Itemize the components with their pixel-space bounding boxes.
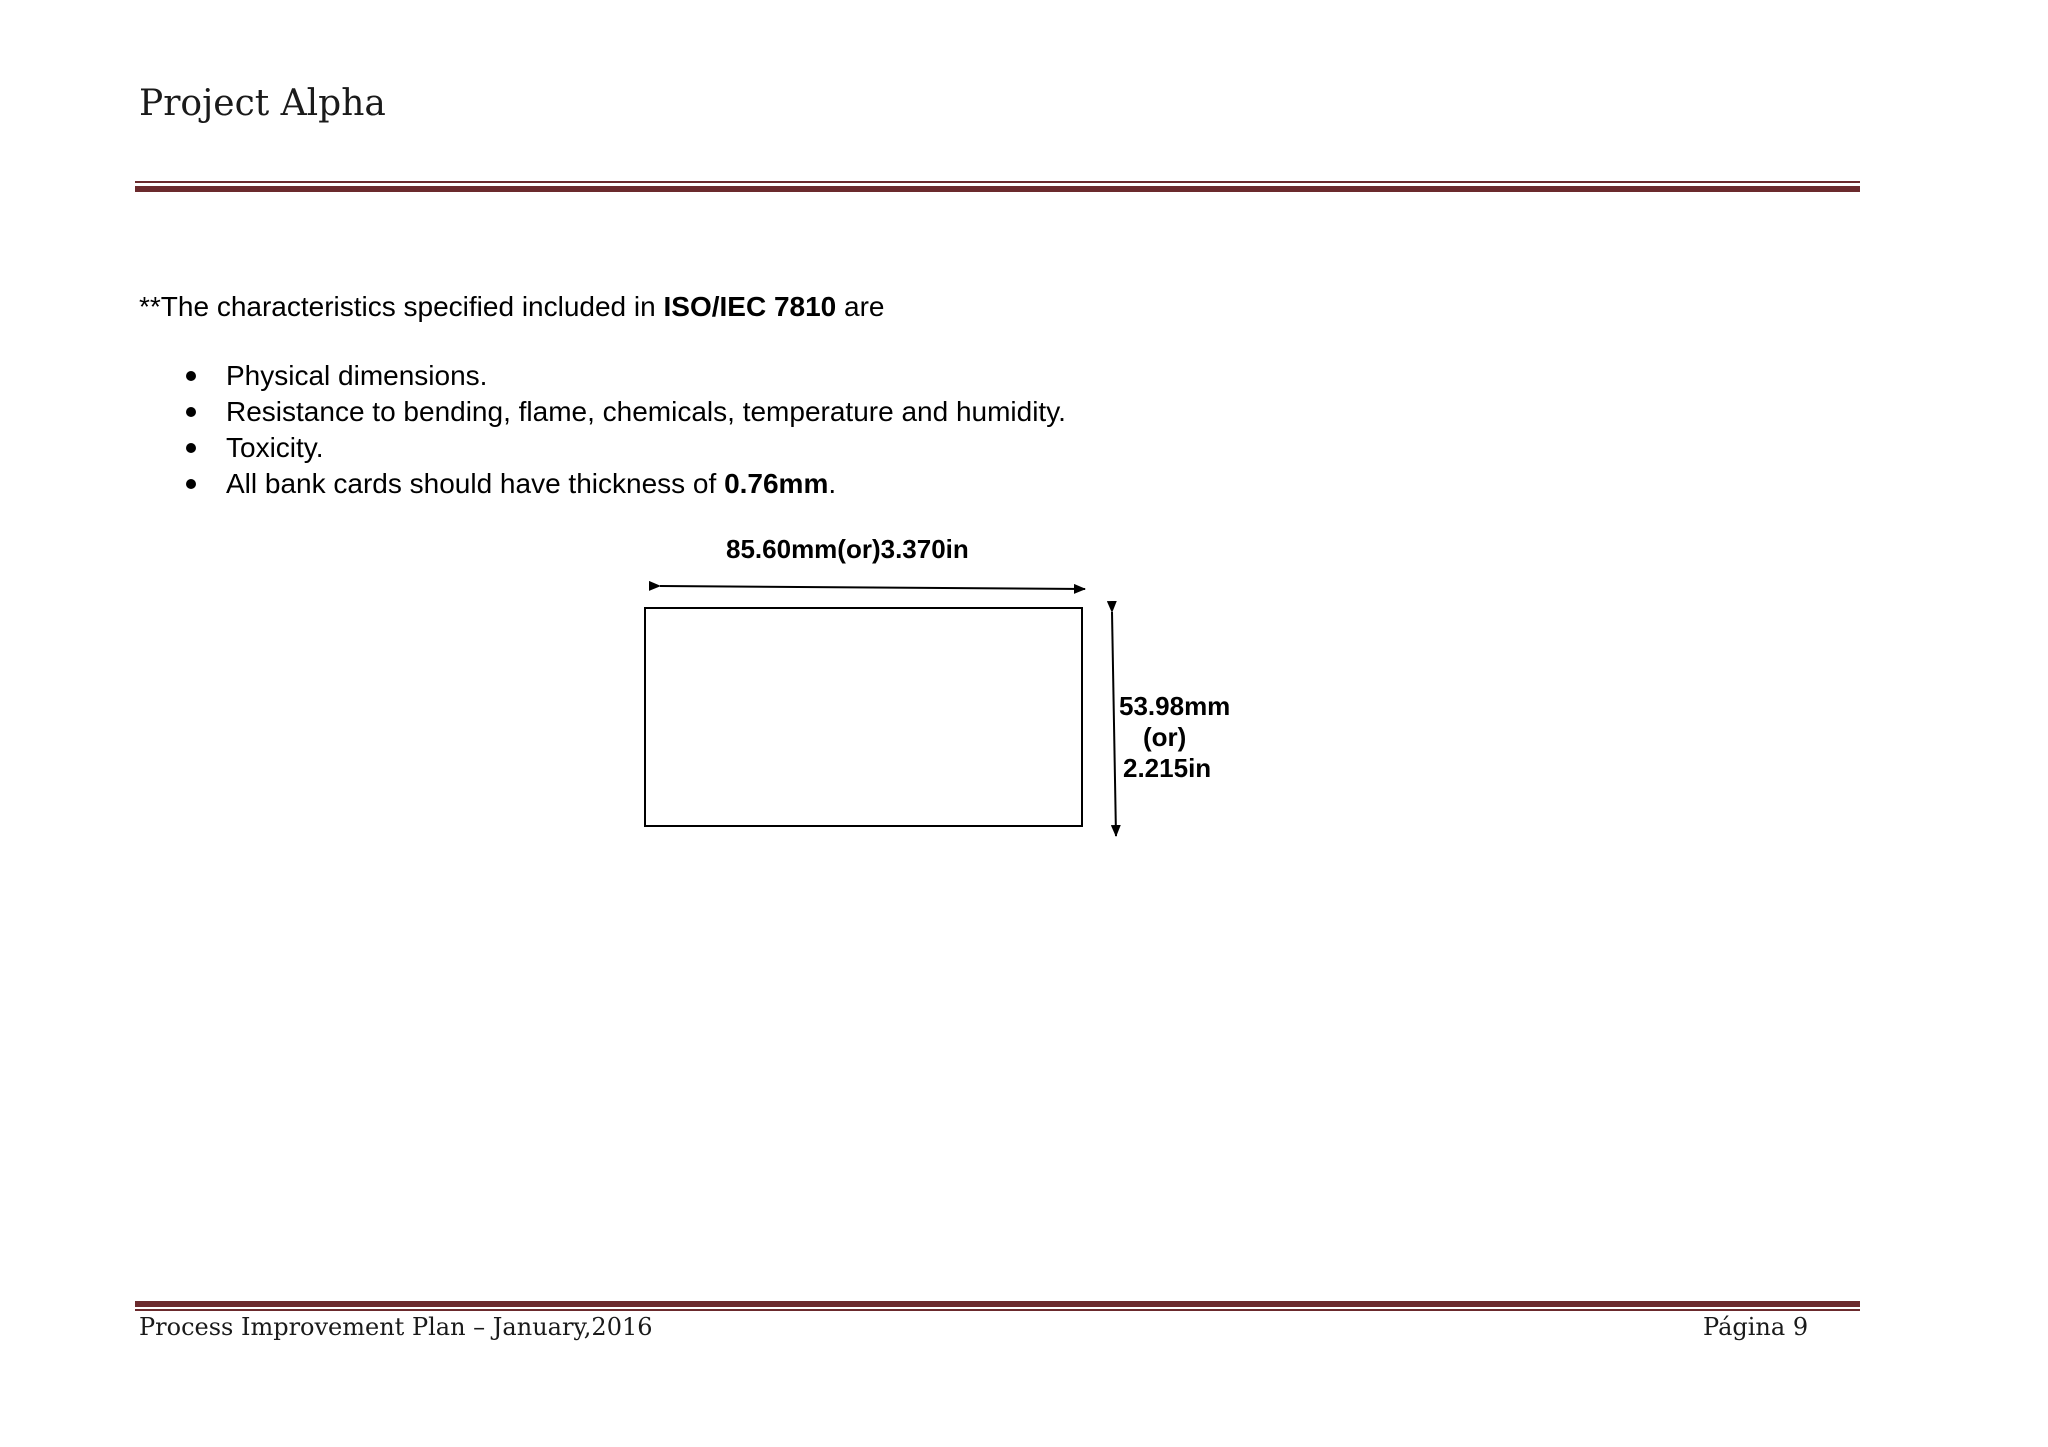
footer-rule-thin xyxy=(135,1309,1860,1311)
height-dimension-label-in: 2.215in xyxy=(1123,753,1212,783)
list-item-text: Physical dimensions. xyxy=(226,360,488,391)
list-item-text: All bank cards should have thickness of xyxy=(226,468,725,499)
thickness-value: 0.76mm xyxy=(724,468,829,499)
footer-rule-thick xyxy=(135,1301,1860,1307)
intro-standard: ISO/IEC 7810 xyxy=(663,291,837,322)
intro-suffix: are xyxy=(836,291,885,322)
card-outline xyxy=(645,608,1082,826)
height-arrow xyxy=(1112,612,1116,836)
list-item-suffix: . xyxy=(828,468,837,499)
footer-document-title: Process Improvement Plan – January,2016 xyxy=(139,1313,653,1341)
height-dimension-label-or: (or) xyxy=(1143,722,1187,752)
list-item-text: Resistance to bending, flame, chemicals, temperature and humidity. xyxy=(226,396,1066,427)
page-header-title: Project Alpha xyxy=(139,83,386,124)
width-dimension-label: 85.60mm(or)3.370in xyxy=(726,534,969,564)
height-dimension-label-mm: 53.98mm xyxy=(1119,691,1231,721)
footer-page-number: Página 9 xyxy=(1703,1313,1809,1341)
width-arrow xyxy=(660,586,1085,589)
intro-text: **The characteristics specified included in xyxy=(139,291,664,322)
list-item-text: Toxicity. xyxy=(226,432,324,463)
